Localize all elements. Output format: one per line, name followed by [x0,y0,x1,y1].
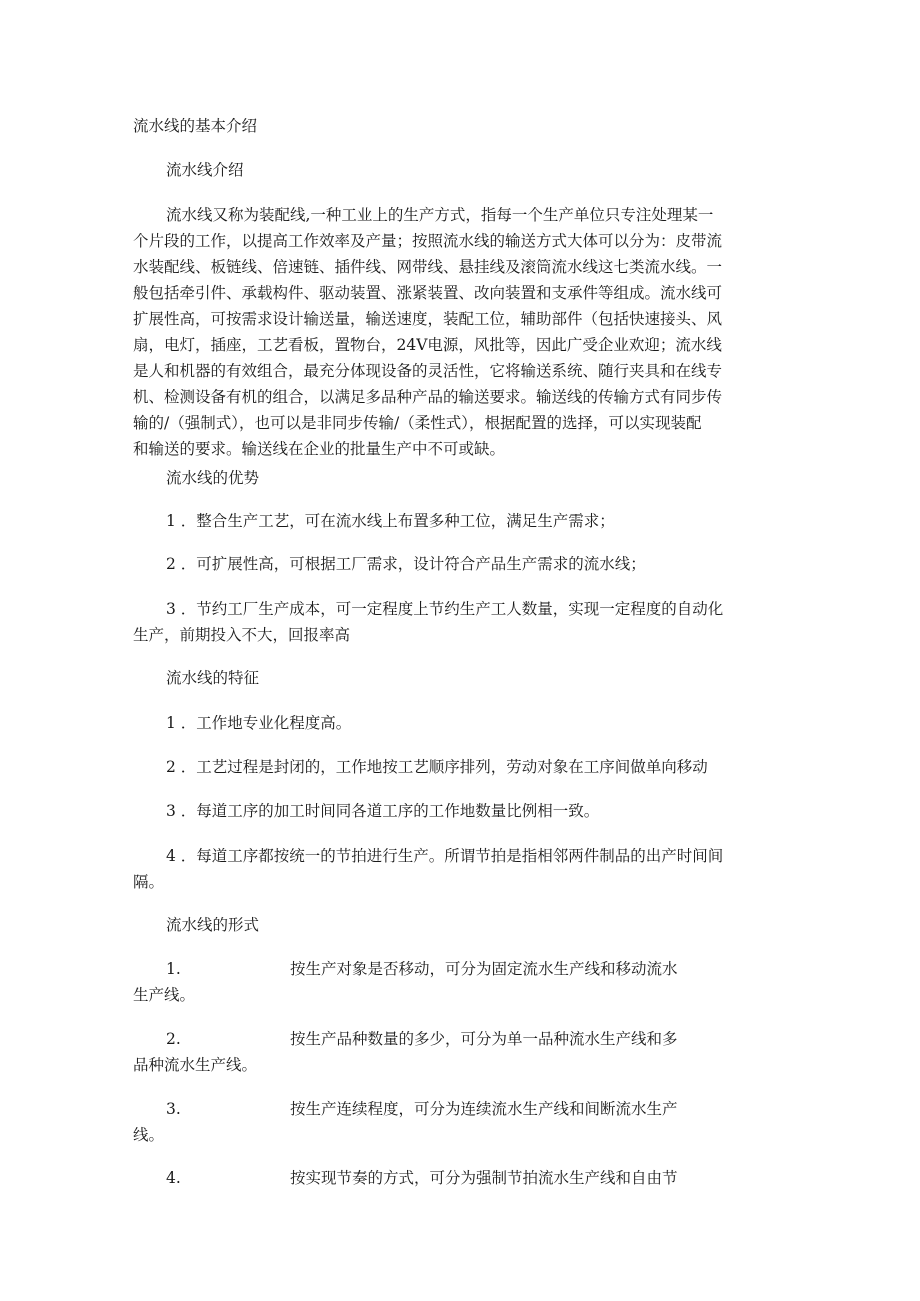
feature-item-3: 3 ．每道工序的加工时间同各道工序的工作地数量比例相一致。 [166,802,600,820]
feature-item-4-line: 隔。 [133,873,165,891]
intro-line: 输的/（强制式），也可以是非同步传输/（柔性式），根据配置的选择，可以实现装配 [133,414,702,432]
intro-line: 水装配线、板链线、倍速链、插件线、网带线、悬挂线及滚筒流水线这七类流水线。一 [133,258,723,276]
intro-line: 扩展性高，可按需求设计输送量，输送速度，装配工位，辅助部件（包括快速接头、风 [133,310,723,328]
forms-heading: 流水线的形式 [166,916,260,934]
intro-line: 般包括牵引件、承载构件、驱动装置、涨紧装置、改向装置和支承件等组成。流水线可 [133,284,723,302]
features-heading: 流水线的特征 [166,669,260,687]
form-item-number: 2. [166,1030,181,1048]
form-item-number: 4. [166,1169,181,1187]
form-item-text: 按实现节奏的方式，可分为强制节拍流水生产线和自由节 [290,1169,678,1187]
intro-paragraph [133,202,722,462]
intro-line: 扇，电灯，插座，工艺看板，置物台，24V电源，风批等，因此广受企业欢迎；流水线 [133,336,722,354]
intro-line: 和输送的要求。输送线在企业的批量生产中不可或缺。 [133,440,506,458]
feature-item-4 [133,843,723,895]
intro-line: 机、检测设备有机的组合，以满足多品种产品的输送要求。输送线的传输方式有同步传 [133,388,723,406]
form-item-text: 按生产连续程度，可分为连续流水生产线和间断流水生产 [290,1100,678,1118]
intro-line: 是人和机器的有效组合，最充分体现设备的灵活性，它将输送系统、随行夹具和在线专 [133,362,723,380]
advantages-heading: 流水线的优势 [166,469,260,487]
advantage-item-3-line: 生产，前期投入不大，回报率高 [133,626,351,644]
feature-item-1: 1 ．工作地专业化程度高。 [166,714,352,732]
form-item-text-cont: 线。 [133,1126,165,1144]
form-item-number: 3. [166,1100,181,1118]
form-item-text: 按生产对象是否移动，可分为固定流水生产线和移动流水 [290,960,678,978]
form-item-text-cont: 生产线。 [133,986,196,1004]
advantage-item-3 [133,596,723,648]
advantage-item-3-line: 3 ．节约工厂生产成本，可一定程度上节约生产工人数量，实现一定程度的自动化 [166,600,724,618]
advantage-item-2: 2 ．可扩展性高，可根据工厂需求，设计符合产品生产需求的流水线； [166,555,646,573]
intro-line: 个片段的工作，以提高工作效率及产量；按照流水线的输送方式大体可以分为：皮带流 [133,232,723,250]
form-item-text-cont: 品种流水生产线。 [133,1056,258,1074]
document-title: 流水线的基本介绍 [133,117,258,135]
advantage-item-1: 1 ．整合生产工艺，可在流水线上布置多种工位，满足生产需求； [166,512,615,530]
intro-line: 流水线又称为装配线,一种工业上的生产方式，指每一个生产单位只专注处理某一 [166,206,714,224]
form-item-text: 按生产品种数量的多少，可分为单一品种流水生产线和多 [290,1030,678,1048]
intro-heading: 流水线介绍 [166,161,244,179]
feature-item-2: 2 ．工艺过程是封闭的，工作地按工艺顺序排列，劳动对象在工序间做单向移动 [166,758,708,776]
feature-item-4-line: 4 ．每道工序都按统一的节拍进行生产。所谓节拍是指相邻两件制品的出产时间间 [166,847,724,865]
form-item-number: 1. [166,960,181,978]
